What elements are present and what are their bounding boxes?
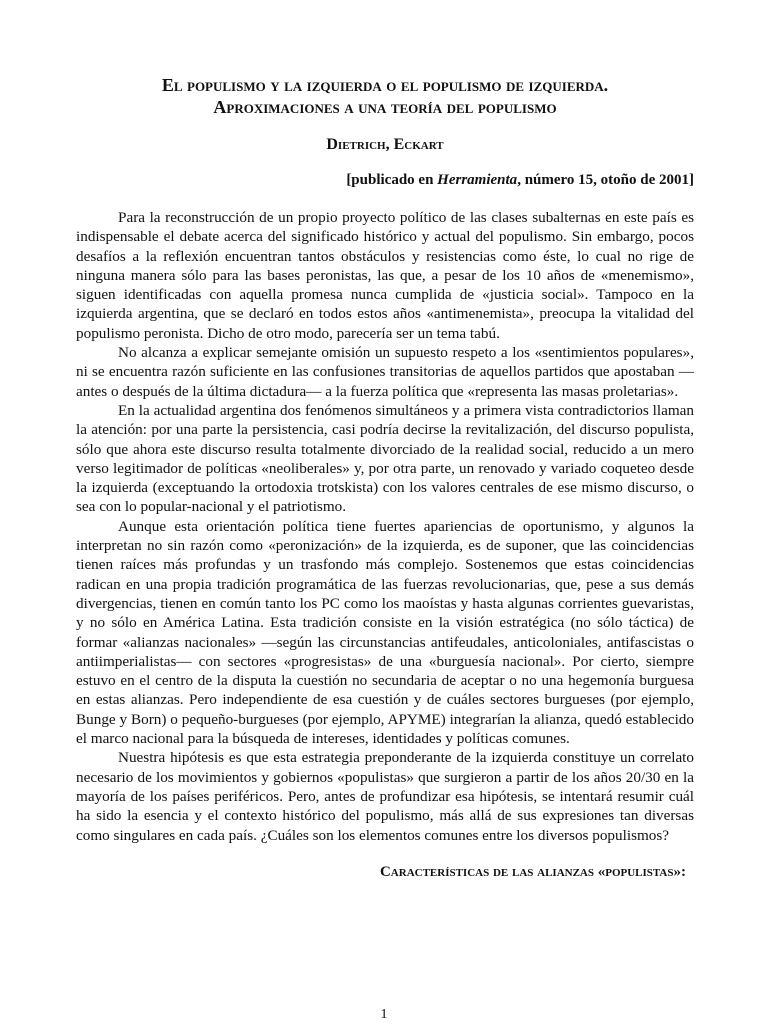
paragraph-1: Para la reconstrucción de un propio proyecto político de las clases subalternas en este país es indispensable el debate acerca del significado histórico y actual del populismo. Sin embargo, pocos desafíos a la reflexión encuentran tantos obstáculos y resistencias como éste, lo cual no rige de ninguna manera sólo para las bases peronistas, las que, a pesar de los 10 años de «menemismo», siguen identificadas con aquella promesa nunca cumplida de «justicia social». Tampoco en la izquierda argentina, que se declaró en todos estos años «antimenemista», preocupa la vitalidad del populismo peronista. Dicho de otro modo, parecería ser un tema tabú. <box>76 209 694 342</box>
publication-note <box>76 171 694 189</box>
section-heading: Características de las alianzas «populistas»: <box>379 863 686 880</box>
paragraph-3: En la actualidad argentina dos fenómenos simultáneos y a primera vista contradictorios llaman la atención: por una parte la persistencia, casi podría decirse la revitalización, del discurso populista, sólo que ahora este discurso resulta totalmente divorciado de la realidad social, reducido a un mero verso legitimador de políticas «neoliberales» y, por otra parte, un renovado y variado coqueteo desde la izquierda (exceptuando la ortodoxia trotskista) con los valores centrales de ese mismo discurso, o sea con lo popular-nacional y el patriotismo. <box>76 401 694 516</box>
page-number: 1 <box>380 1007 388 1022</box>
title-line-1: El populismo y la izquierda o el populismo de izquierda. <box>161 75 609 95</box>
paragraph-4: Aunque esta orientación política tiene fuertes apariencias de oportunismo, y algunos la interpretan no sin razón como «peronización» de la izquierda, es de suponer, que las coincidencias tienen raíces más profundas y un trasfondo más complejo. Sostenemos que estas coincidencias radican en una propia tradición programática de las fuerzas revolucionarias, que, pese a sus demás divergencias, tienen en común tanto los PC como los maoístas y hasta algunas corrientes guevaristas, y no sólo en América Latina. Esta tradición consiste en la visión estratégica (no sólo táctica) de formar «alianzas nacionales» —según las circunstancias antifeudales, anticoloniales, antifascistas o antiimperialistas— con sectores «progresistas» de una «burguesía nacional». Por cierto, siempre estuvo en el centro de la disputa la cuestión no secundaria de aceptar o no una hegemonía burguesa en estas alianzas. Pero independiente de esa cuestión y de cuáles sectores burgueses (por ejemplo, Bunge y Born) o pequeño-burgueses (por ejemplo, APYME) integrarían la alianza, quedó establecido el marco nacional para la búsqueda de intereses, identidades y políticas comunes. <box>76 517 694 748</box>
title-line-2: Aproximaciones a una teoría del populismo <box>213 97 557 117</box>
journal-name: Herramienta <box>437 172 518 188</box>
publication-prefix: [publicado en <box>346 172 438 188</box>
paragraph-2: No alcanza a explicar semejante omisión un supuesto respeto a los «sentimientos populares», ni se encuentra razón suficiente en las confusiones transitorias de aquellos partidos que apostaban —antes o después de la última dictadura— a la fuerza política que «representa las masas proletarias». <box>76 344 694 400</box>
author-name: Dietrich, Eckart <box>326 136 444 153</box>
body-text <box>76 208 694 845</box>
document-page <box>76 74 694 881</box>
paragraph-5: Nuestra hipótesis es que esta estrategia preponderante de la izquierda constituye un correlato necesario de los movimientos y gobiernos «populistas» que surgieron a partir de los años 20/30 en la mayoría de los países periféricos. Pero, antes de profundizar esa hipótesis, se intentará resumir cuál ha sido la esencia y el contexto histórico del populismo, más allá de sus expresiones tan diversas como singulares en cada país. ¿Cuáles son los elementos comunes entre los diversos populismos? <box>76 749 694 844</box>
document-title <box>76 74 694 118</box>
publication-suffix: , número 15, otoño de 2001] <box>517 172 694 188</box>
